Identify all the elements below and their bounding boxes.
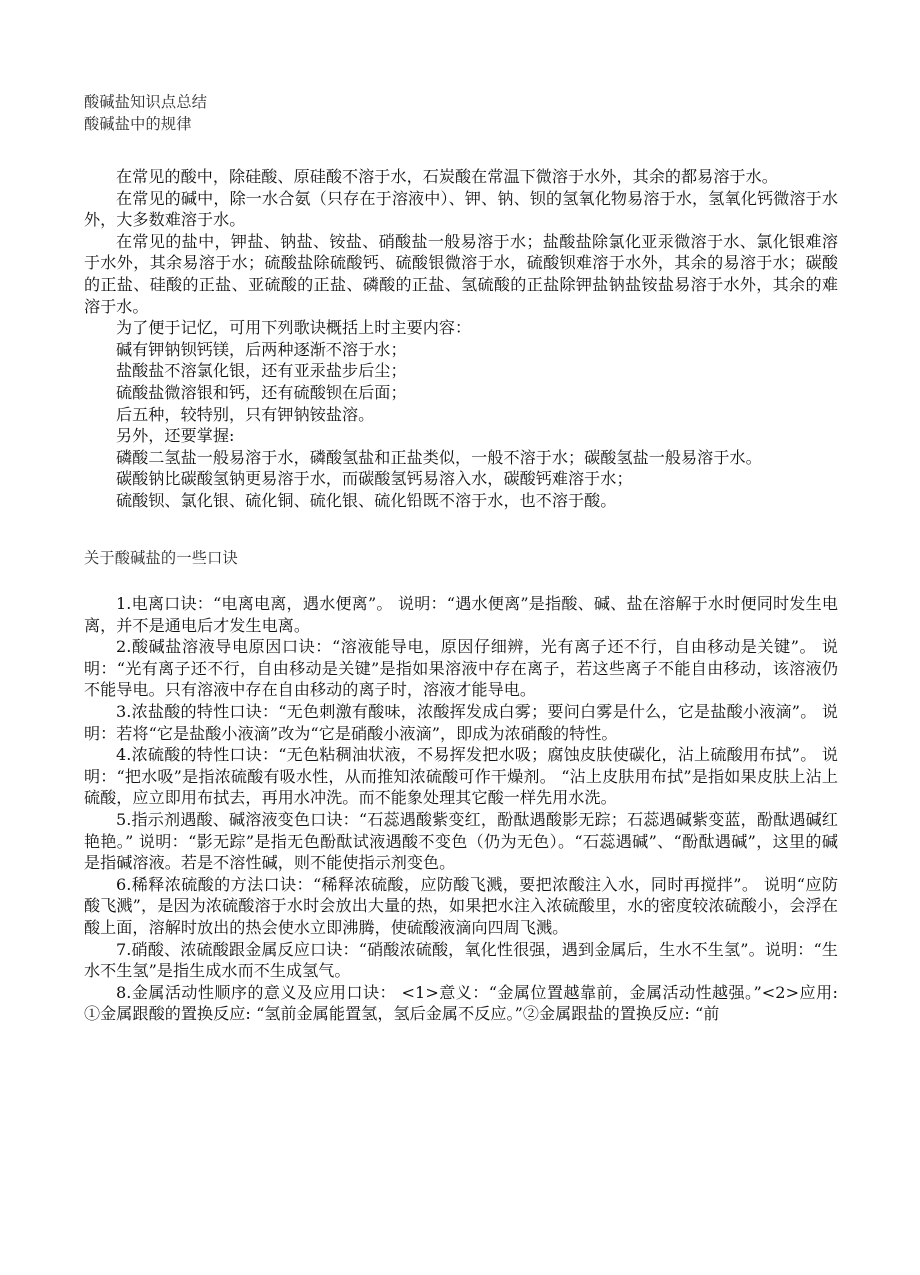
page-title: 酸碱盐知识点总结 [84,93,208,111]
spacer [84,569,838,593]
mnemonic-item-5: 5.指示剂遇酸、碱溶液变色口诀：“石蕊遇酸紫变红，酚酞遇酸影无踪；石蕊遇碱紫变蓝，酚酞遇碱红艳艳。” 说明：“影无踪”是指无色酚酞试液遇酸不变色（仍为无色）。“石蕊遇碱”、“酚酞遇碱”，这里的碱是指碱溶液。若是不溶性碱，则不能使指示剂变色。 [84,809,838,873]
mnemonic-line: 盐酸盐不溶氯化银，还有亚汞盐步后尘； [116,361,407,381]
mnemonic-item-2: 2.酸碱盐溶液导电原因口诀：“溶液能导电，原因仔细辨，光有离子还不行，自由移动是关键”。 说明：“光有离子还不行，自由移动是关键”是指如果溶液中存在离子，若这些离子不能自由移动，该溶液仍不能导电。只有溶液中存在自由移动的离子时，溶液才能导电。 [84,637,838,700]
paragraph-salts: 在常见的盐中，钾盐、钠盐、铵盐、硝酸盐一般易溶于水；盐酸盐除氯化亚汞微溶于水、氯化银难溶于水外，其余易溶于水；硫酸盐除硫酸钙、硫酸银微溶于水，硫酸钡难溶于水外，其余的易溶于水；碳酸的正盐、硅酸的正盐、亚硫酸的正盐、磷酸的正盐、氢硫酸的正盐除钾盐钠盐铵盐易溶于水外，其余的难溶于水。 [84,231,838,316]
document-body [84,92,838,1025]
mnemonic-line: 后五种，较特别，只有钾钠铵盐溶。 [116,404,375,424]
page-subtitle: 酸碱盐中的规律 [84,114,192,133]
mnemonic-item-7: 7.硝酸、浓硫酸跟金属反应口诀：“硝酸浓硫酸，氧化性很强，遇到金属后，生水不生氢”。说明：“生水不生氢”是指生成水而不生成氢气。 [84,939,838,981]
paragraph-acids: 在常见的酸中，除硅酸、原硅酸不溶于水，石炭酸在常温下微溶于水外，其余的都易溶于水。 [116,167,778,186]
paragraph-extra-intro: 另外，还要掌握: [116,426,235,446]
spacer [84,135,838,166]
mnemonic-item-3: 3.浓盐酸的特性口诀：“无色刺激有酸味，浓酸挥发成白雾；要问白雾是什么，它是盐酸小液滴”。 说明：若将“它是盐酸小液滴”改为“它是硝酸小液滴”，即成为浓硝酸的特性。 [84,701,838,743]
extra-line: 硫酸钡、氯化银、硫化铜、硫化银、硫化铅既不溶于水，也不溶于酸。 [116,490,617,510]
extra-line: 磷酸二氢盐一般易溶于水，磷酸氢盐和正盐类似，一般不溶于水；碳酸氢盐一般易溶于水。 [116,447,762,467]
paragraph-mnemonic-intro: 为了便于记忆，可用下列歌诀概括上时主要内容： [116,318,472,338]
mnemonic-line: 硫酸盐微溶银和钙，还有硫酸钡在后面； [116,382,407,402]
extra-line: 碳酸钠比碳酸氢钠更易溶于水，而碳酸氢钙易溶入水，碳酸钙难溶于水； [116,469,633,489]
section-heading-mnemonics: 关于酸碱盐的一些口诀 [84,548,238,567]
spacer [84,512,838,548]
paragraph-bases: 在常见的碱中，除一水合氨（只存在于溶液中）、钾、钠、钡的氢氧化物易溶于水，氢氧化钙微溶于水外，大多数难溶于水。 [84,188,838,230]
mnemonic-line: 碱有钾钠钡钙镁，后两种逐渐不溶于水； [116,339,407,359]
mnemonic-item-4: 4.浓硫酸的特性口诀：“无色粘稠油状液，不易挥发把水吸；腐蚀皮肤使碳化，沾上硫酸用布拭”。 说明：“把水吸”是指浓硫酸有吸水性，从而推知浓硫酸可作干燥剂。 “沾上皮肤用布拭”是指如果皮肤上沾上硫酸，应立即用布拭去，再用水冲洗。而不能象处理其它酸一样先用水洗。 [84,745,838,808]
mnemonic-item-1: 1.电离口诀：“电离电离，遇水便离”。 说明：“遇水便离”是指酸、碱、盐在溶解于水时便同时发生电离，并不是通电后才发生电离。 [84,594,838,635]
mnemonic-item-8: 8.金属活动性顺序的意义及应用口诀： <1>意义：“金属位置越靠前，金属活动性越强。”<2>应用: ①金属跟酸的置换反应: “氢前金属能置氢，氢后金属不反应。”②金属跟盐的置换反应: “前 [84,982,838,1024]
mnemonic-item-6: 6.稀释浓硫酸的方法口诀：“稀释浓硫酸，应防酸飞溅，要把浓酸注入水，同时再搅拌”。 说明“应防酸飞溅”，是因为浓硫酸溶于水时会放出大量的热，如果把水注入浓硫酸里，水的密度较浓硫酸小，会浮在酸上面，溶解时放出的热会使水立即沸腾，使硫酸液滴向四周飞溅。 [84,874,838,937]
